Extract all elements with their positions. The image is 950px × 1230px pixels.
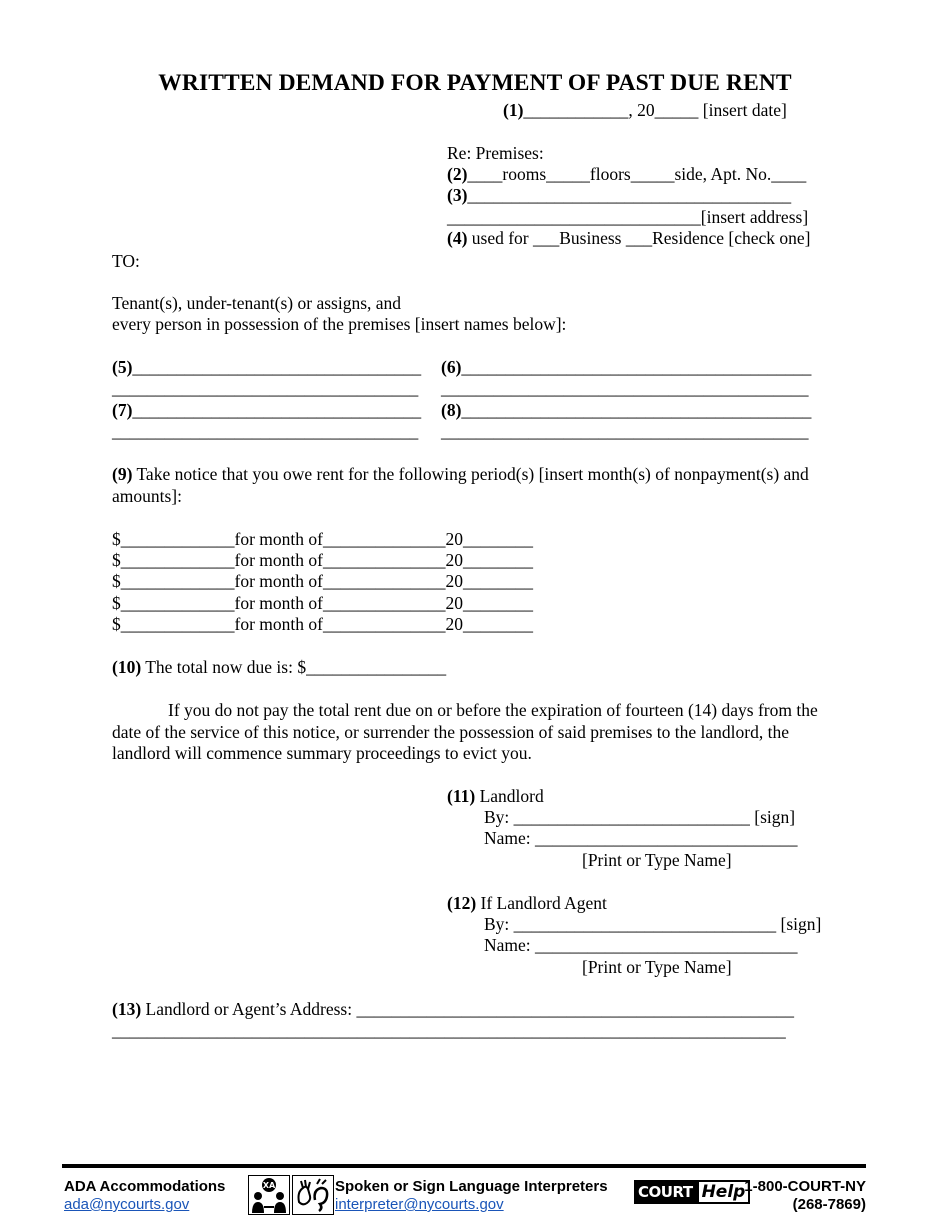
agent-sign-line[interactable]: By: ______________________________ [sign] bbox=[484, 914, 822, 934]
rent-row[interactable]: $_____________for month of______________20________ bbox=[112, 614, 533, 634]
rent-row[interactable]: $_____________for month of______________20________ bbox=[112, 550, 533, 570]
landlord-name-line[interactable]: Name: ______________________________ bbox=[484, 828, 798, 848]
premises-use-line[interactable] bbox=[447, 228, 811, 249]
name-blank[interactable]: _________________________________ bbox=[132, 400, 422, 420]
to-label: TO: bbox=[112, 251, 140, 271]
field-number: (9) bbox=[112, 464, 133, 484]
court-logo-text: COURT bbox=[634, 1180, 697, 1204]
premises-address-line[interactable] bbox=[447, 185, 791, 206]
icon-glyph: XA bbox=[262, 1181, 276, 1190]
court-help-logo[interactable] bbox=[634, 1178, 746, 1206]
phone-number[interactable]: 1-800-COURT-NY bbox=[744, 1178, 866, 1195]
name-field-7-continued[interactable]: ___________________________________ bbox=[112, 421, 419, 441]
field-number: (2) bbox=[447, 164, 468, 184]
warning-paragraph: If you do not pay the total rent due on or before the expiration of fourteen (14) days from the date of the service of this notice, or surrender the possession of said premises to the landlord, the landlord will commence summary proceedings to evict you. bbox=[112, 700, 818, 763]
landlord-heading bbox=[447, 786, 544, 807]
tenants-line-2: every person in possession of the premises [insert names below]: bbox=[112, 314, 567, 334]
insert-address-line[interactable]: _____________________________[insert address] bbox=[447, 207, 809, 227]
ada-title: ADA Accommodations bbox=[64, 1178, 226, 1195]
sign-language-icon bbox=[292, 1175, 334, 1215]
agent-print-hint: [Print or Type Name] bbox=[582, 957, 732, 977]
name-field-8-continued[interactable]: __________________________________________ bbox=[441, 421, 809, 441]
tenants-line-1: Tenant(s), under-tenant(s) or assigns, and bbox=[112, 293, 402, 313]
field-number: (12) bbox=[447, 893, 477, 913]
notice-text: Take notice that you owe rent for the following period(s) [insert month(s) of nonpayment(s) and amounts]: bbox=[112, 464, 809, 506]
name-field-8[interactable] bbox=[441, 400, 811, 421]
name-blank[interactable]: _________________________________ bbox=[132, 357, 422, 377]
landlord-sign-line[interactable]: By: ___________________________ [sign] bbox=[484, 807, 796, 827]
landlord-address-line[interactable] bbox=[112, 999, 794, 1020]
field-number: (1) bbox=[503, 100, 524, 120]
name-blank[interactable]: ________________________________________ bbox=[461, 357, 812, 377]
premises-rooms-line[interactable] bbox=[447, 164, 806, 185]
field-number: (4) bbox=[447, 228, 468, 248]
agent-heading bbox=[447, 893, 607, 914]
ada-email-link[interactable]: ada@nycourts.gov bbox=[64, 1196, 190, 1213]
rent-row[interactable]: $_____________for month of______________20________ bbox=[112, 593, 533, 613]
use-checkboxes[interactable]: used for ___Business ___Residence [check one] bbox=[467, 228, 811, 248]
address-blank[interactable]: _____________________________________ bbox=[467, 185, 792, 205]
date-blank[interactable]: ____________, 20_____ [insert date] bbox=[523, 100, 787, 120]
premises-label: Re: Premises: bbox=[447, 143, 544, 163]
field-number: (10) bbox=[112, 657, 142, 677]
field-number: (7) bbox=[112, 400, 133, 420]
name-field-7[interactable] bbox=[112, 400, 421, 421]
agent-label: If Landlord Agent bbox=[476, 893, 607, 913]
field-number: (5) bbox=[112, 357, 133, 377]
total-due-line[interactable] bbox=[112, 657, 446, 678]
field-number: (3) bbox=[447, 185, 468, 205]
name-field-5[interactable] bbox=[112, 357, 421, 378]
name-field-6[interactable] bbox=[441, 357, 811, 378]
name-blank[interactable]: ________________________________________ bbox=[461, 400, 812, 420]
accessibility-icon bbox=[248, 1175, 290, 1215]
field-number: (8) bbox=[441, 400, 462, 420]
field-number: (11) bbox=[447, 786, 476, 806]
field-number: (6) bbox=[441, 357, 462, 377]
phone-digits: (268-7869) bbox=[792, 1196, 866, 1213]
name-field-6-continued[interactable]: __________________________________________ bbox=[441, 378, 809, 398]
landlord-address-line-2[interactable]: _____________________________________________________________________________ bbox=[112, 1020, 786, 1040]
rent-row[interactable]: $_____________for month of______________20________ bbox=[112, 529, 533, 549]
footer-bar bbox=[62, 1164, 866, 1216]
total-blank[interactable]: The total now due is: $________________ bbox=[141, 657, 447, 677]
name-field-5-continued[interactable]: ___________________________________ bbox=[112, 378, 419, 398]
interpreters-title: Spoken or Sign Language Interpreters bbox=[335, 1178, 608, 1195]
field-number: (13) bbox=[112, 999, 142, 1019]
rooms-blank[interactable]: ____rooms_____floors_____side, Apt. No.____ bbox=[467, 164, 807, 184]
people-icon bbox=[249, 1176, 289, 1214]
date-line[interactable] bbox=[503, 100, 787, 121]
interpreter-email-link[interactable]: interpreter@nycourts.gov bbox=[335, 1196, 504, 1213]
agent-name-line[interactable]: Name: ______________________________ bbox=[484, 935, 798, 955]
document-title: WRITTEN DEMAND FOR PAYMENT OF PAST DUE RENT bbox=[158, 70, 792, 96]
landlord-print-hint: [Print or Type Name] bbox=[582, 850, 732, 870]
rent-row[interactable]: $_____________for month of______________20________ bbox=[112, 571, 533, 591]
notice-paragraph bbox=[112, 464, 837, 507]
help-logo-text: Help bbox=[697, 1180, 751, 1204]
hands-icon bbox=[293, 1176, 333, 1214]
landlord-label: Landlord bbox=[475, 786, 544, 806]
address-blank[interactable]: Landlord or Agent’s Address: __________________________________________________ bbox=[141, 999, 794, 1019]
